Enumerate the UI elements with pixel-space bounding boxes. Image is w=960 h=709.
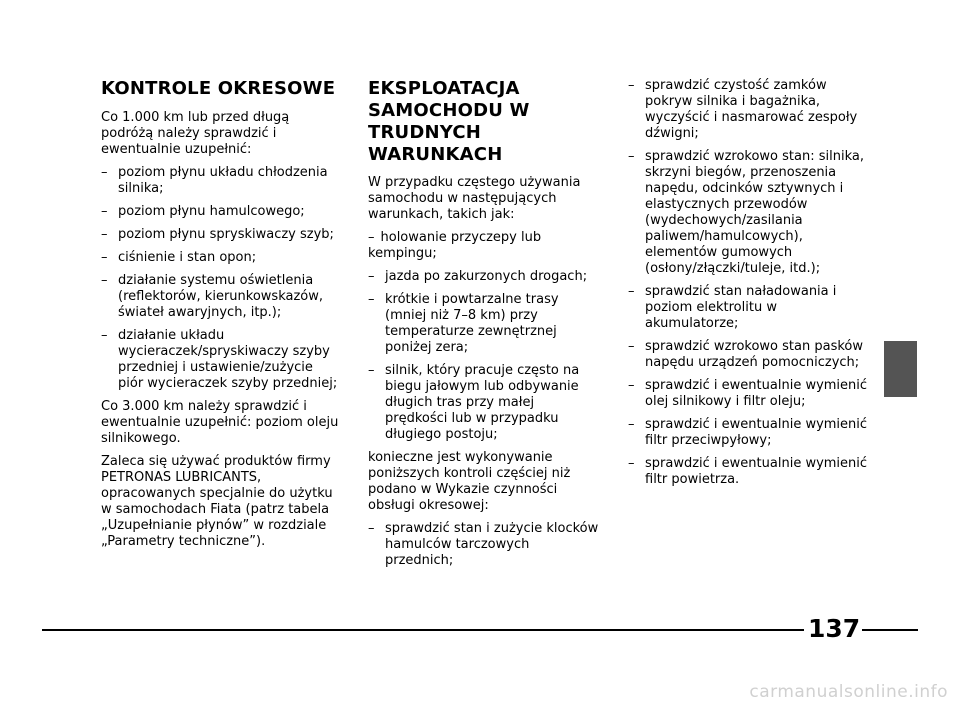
dash-bullet: – [628, 149, 635, 164]
section-title-difficult-conditions: EKSPLOATACJA SAMOCHODU W TRUDNYCH WARUNKACH [368, 78, 530, 165]
dash-bullet: – [368, 230, 375, 245]
list-item: – poziom płynu spryskiwaczy szyb; [101, 227, 334, 242]
list-item: – poziom płynu układu chłodzenia silnika; [101, 165, 328, 196]
list-item: – poziom płynu hamulcowego; [101, 204, 305, 219]
column-periodic-checks [101, 78, 339, 557]
intro-paragraph: Co 1.000 km lub przed długą podróżą należy sprawdzić i ewentualnie uzupełnić: [101, 110, 290, 157]
list-item: – sprawdzić i ewentualnie wymienić filtr powietrza. [628, 456, 868, 487]
dash-bullet: – [628, 417, 635, 432]
dash-bullet: – [101, 328, 108, 343]
dash-bullet: – [368, 292, 375, 307]
recommendation-paragraph: Zaleca się używać produktów firmy PETRONAS LUBRICANTS, opracowanych specjalnie do użytku w samochodach Fiata (patrz tabela „Uzupełnianie płynów” w rozdziale „Parametry techniczne”). [101, 454, 333, 549]
dash-bullet: – [628, 78, 635, 93]
intro-paragraph: W przypadku częstego używania samochodu w następujących warunkach, takich jak: [368, 175, 581, 222]
dash-bullet: – [101, 204, 108, 219]
list-item: – sprawdzić stan naładowania i poziom elektrolitu w akumulatorze; [628, 284, 837, 331]
list-item: – sprawdzić i ewentualnie wymienić olej silnikowy i filtr oleju; [628, 378, 868, 409]
dash-bullet: – [368, 521, 375, 536]
chapter-tab-marker [884, 341, 917, 397]
footer-rule-left [42, 629, 804, 631]
list-item: – holowanie przyczepy lub kempingu; [368, 230, 542, 261]
list-item: – działanie systemu oświetlenia (reflektorów, kierunkowskazów, świateł awaryjnych, itp.); [101, 273, 323, 320]
column-checks-continued [628, 78, 868, 495]
dash-bullet: – [101, 273, 108, 288]
list-item: – sprawdzić wzrokowo stan: silnika, skrzyni biegów, przenoszenia napędu, odcinków sztywnych i elastycznych przewodów (wydechowych/zasilania paliwem/hamulcowych), elementów gumowych (osłony/złączki/tuleje, itd.); [628, 149, 864, 276]
dash-bullet: – [368, 363, 375, 378]
dash-bullet: – [368, 269, 375, 284]
list-item: – ciśnienie i stan opon; [101, 250, 257, 265]
dash-bullet: – [628, 339, 635, 354]
list-item: – silnik, który pracuje często na biegu jałowym lub odbywanie długich tras przy małej prędkości lub w przypadku długiego postoju; [368, 363, 580, 442]
dash-bullet: – [628, 378, 635, 393]
list-item: – jazda po zakurzonych drogach; [368, 269, 588, 284]
footer-rule-right [862, 629, 918, 631]
list-item: – sprawdzić czystość zamków pokryw silnika i bagażnika, wyczyścić i nasmarować zespoły dźwigni; [628, 78, 858, 141]
dash-bullet: – [628, 284, 635, 299]
dash-bullet: – [101, 165, 108, 180]
column-difficult-conditions [368, 78, 600, 576]
watermark: carmanualsonline.info [749, 682, 948, 702]
dash-bullet: – [101, 250, 108, 265]
list-item: – sprawdzić i ewentualnie wymienić filtr przeciwpyłowy; [628, 417, 868, 448]
list-item: – działanie układu wycieraczek/spryskiwaczy szyby przedniej i ustawienie/zużycie piór wycieraczek szyby przedniej; [101, 328, 338, 391]
oil-check-paragraph: Co 3.000 km należy sprawdzić i ewentualnie uzupełnić: poziom oleju silnikowego. [101, 399, 339, 446]
page-number: 137 [808, 614, 861, 643]
list-item: – sprawdzić stan i zużycie klocków hamulców tarczowych przednich; [368, 521, 599, 568]
frequency-paragraph: konieczne jest wykonywanie poniższych kontroli częściej niż podano w Wykazie czynności obsługi okresowej: [368, 450, 571, 513]
dash-bullet: – [101, 227, 108, 242]
dash-bullet: – [628, 456, 635, 471]
list-item: – krótkie i powtarzalne trasy (mniej niż 7–8 km) przy temperaturze zewnętrznej poniżej zera; [368, 292, 559, 355]
section-title-periodic-checks: KONTROLE OKRESOWE [101, 78, 336, 99]
list-item: – sprawdzić wzrokowo stan pasków napędu urządzeń pomocniczych; [628, 339, 863, 370]
